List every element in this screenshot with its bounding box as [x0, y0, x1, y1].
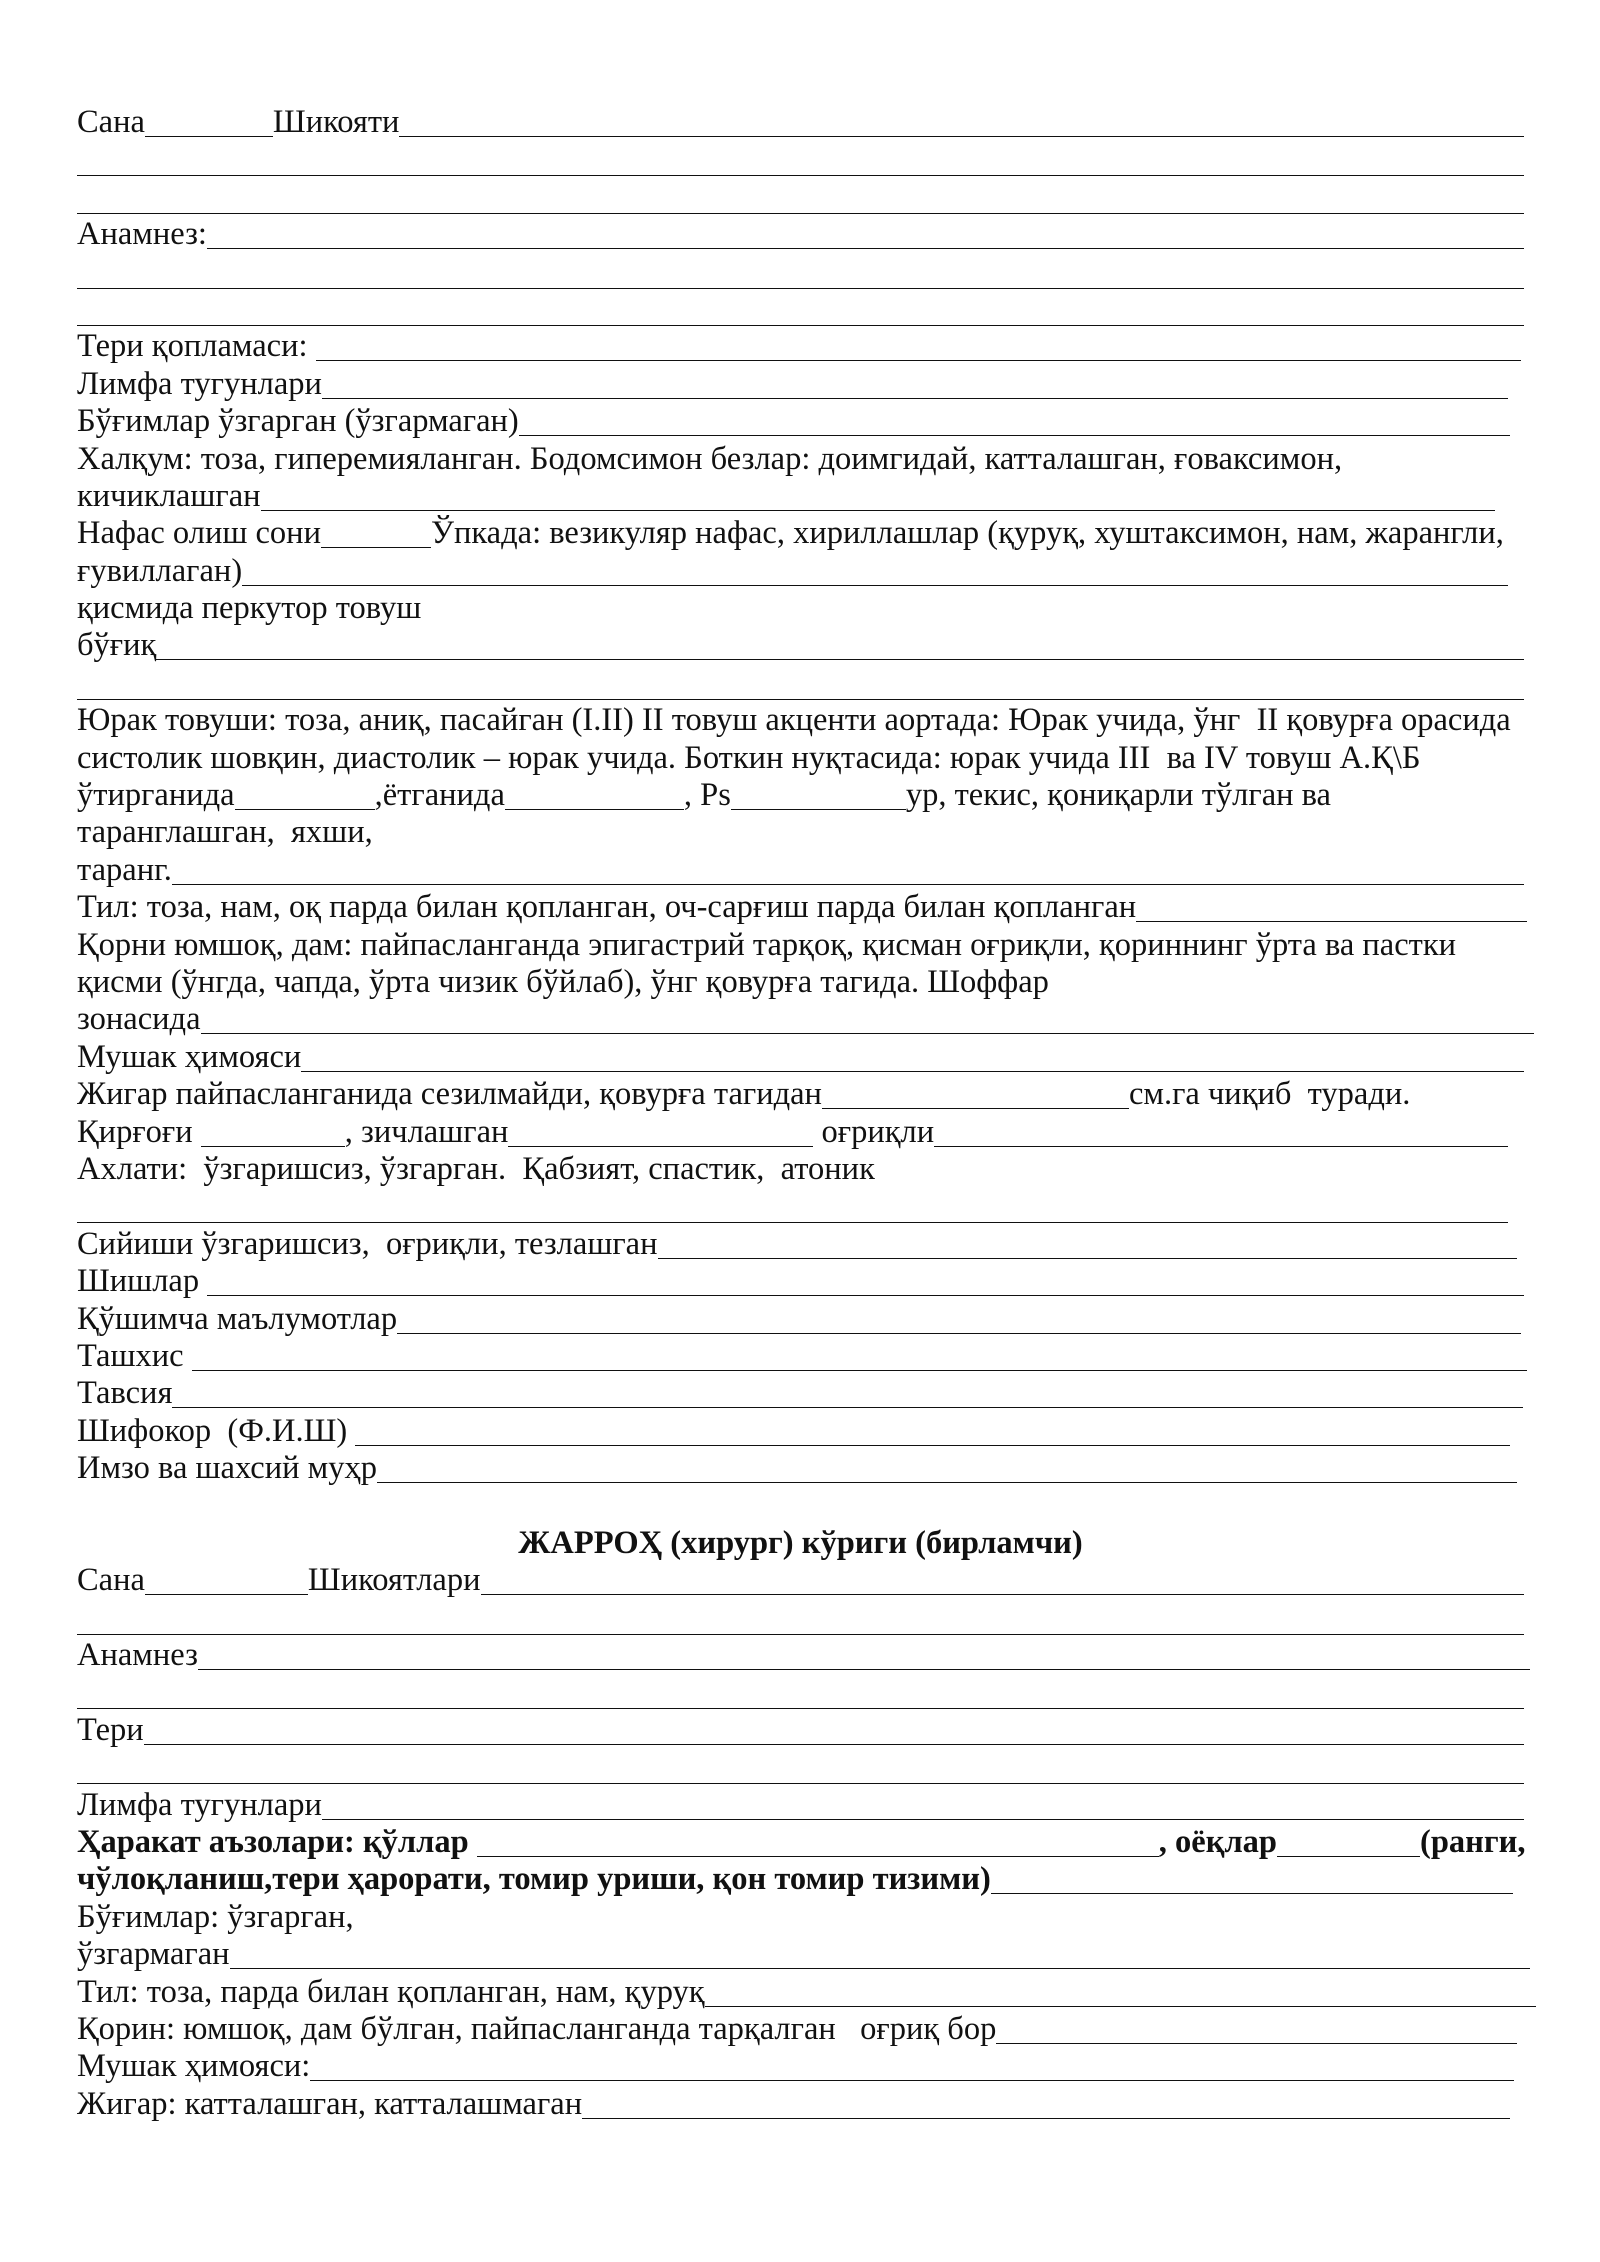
- joints-label: Бўғимлар ўзгарган (ўзгармаган): [77, 403, 519, 440]
- additional-line: [77, 1301, 1521, 1338]
- surgeon-skin-label: Тери: [77, 1711, 144, 1748]
- bp-lying-blank: [505, 809, 684, 810]
- percussion-text-2: бўғиқ: [77, 627, 157, 664]
- surgeon-anamnesis-line: [77, 1637, 1530, 1674]
- stool-label: Ахлати: ўзгаришсиз, ўзгарган. Қабзият, спастик, атоник: [77, 1150, 875, 1187]
- surgeon-abdomen-line: [77, 2011, 1517, 2048]
- skin-label: Тери қопламаси:: [77, 328, 316, 365]
- legs-blank: [1277, 1856, 1420, 1857]
- throat-text: Халқум: тоза, гиперемияланган. Бодомсимон безлар: доимгидай, катталашган, ғоваксимон,: [77, 440, 1343, 477]
- bp-sitting-label: ўтирганида: [77, 777, 235, 814]
- surgeon-liver-fill: [582, 2118, 1510, 2119]
- complaints-blank-line: [77, 141, 1524, 178]
- surgeon-joints-line: [77, 1899, 1524, 1936]
- resp-rate-blank: [321, 547, 431, 548]
- pulse-text-3: таранг.: [77, 851, 172, 888]
- surgeon-muscle-guard-fill: [310, 2080, 1514, 2081]
- abdomen-line: [77, 927, 1524, 964]
- abdomen-line-2: [77, 964, 1524, 1001]
- abdomen-fill: [201, 1033, 1535, 1034]
- legs-label: , оёқлар: [1158, 1823, 1278, 1860]
- liver-line: [77, 1076, 1524, 1113]
- anamnesis-blank-line: [77, 254, 1524, 291]
- blank-rule: [77, 1708, 1524, 1709]
- recommendation-label: Тавсия: [77, 1375, 173, 1412]
- surgeon-tongue-line: [77, 1974, 1536, 2011]
- date-blank: [145, 136, 273, 137]
- lungs-line-2: [77, 553, 1508, 590]
- blank-rule: [77, 325, 1524, 326]
- anamnesis-fill: [207, 248, 1524, 249]
- surgeon-joints-text-2: ўзгармаган: [77, 1936, 230, 1973]
- lungs-text: Ўпкада: везикуляр нафас, хириллашлар (қуруқ, хуштаксимон, нам, жарангли,: [430, 515, 1504, 552]
- edema-fill: [207, 1295, 1524, 1296]
- dense-blank: [508, 1146, 813, 1147]
- signature-line: [77, 1450, 1517, 1487]
- surgeon-lymph-label: Лимфа тугунлари: [77, 1786, 322, 1823]
- surgeon-anamnesis-fill: [198, 1669, 1530, 1670]
- abdomen-line-3: [77, 1001, 1534, 1038]
- anamnesis-line: [77, 216, 1524, 253]
- skin-line: [77, 328, 1521, 365]
- signature-label: Имзо ва шахсий муҳр: [77, 1450, 377, 1487]
- throat-fill: [261, 510, 1495, 511]
- complaints-label: Шикояти: [272, 104, 400, 140]
- pulse-line-2: [77, 814, 1524, 851]
- arms-blank: [477, 1856, 1159, 1857]
- complaints-fill: [399, 136, 1524, 137]
- blank-rule: [77, 288, 1524, 289]
- spacer-line: [77, 1487, 1524, 1524]
- surgeon-complaints-blank-line: [77, 1600, 1524, 1637]
- lungs-text-2: ғувиллаган): [77, 552, 243, 589]
- blank-rule: [77, 1634, 1524, 1635]
- surgeon-muscle-guard-line: [77, 2048, 1514, 2085]
- surgeon-liver-label: Жигар: катталашган, катталашмаган: [77, 2085, 583, 2122]
- heart-text: Юрак товуши: тоза, аниқ, пасайган (I.II) II товуш акценти аортада: Юрак учида, ўнг II қовурға орасида: [77, 702, 1511, 739]
- throat-text-2: кичиклашган: [77, 477, 261, 514]
- abdomen-text-3: зонасида: [77, 1001, 201, 1038]
- lymph-line: [77, 366, 1508, 403]
- surgeon-abdomen-fill: [996, 2043, 1517, 2044]
- stool-blank-line: [77, 1188, 1508, 1225]
- surgeon-joints-line-2: [77, 1936, 1530, 1973]
- pulse-line-3: [77, 852, 1524, 889]
- anamnesis-label: Анамнез:: [77, 216, 207, 253]
- date-complaints-line: [77, 104, 1524, 141]
- tongue-line: [77, 889, 1527, 926]
- surgeon-skin-fill: [144, 1744, 1524, 1745]
- date-label: Сана: [77, 104, 145, 140]
- edge-blank: [201, 1146, 345, 1147]
- exam-form: [77, 104, 1524, 2123]
- liver-unit: см.га чиқиб туради.: [1128, 1076, 1411, 1113]
- liver-cm-blank: [822, 1108, 1129, 1109]
- edge-label: Қирғоғи: [77, 1113, 201, 1150]
- surgeon-date-blank: [145, 1594, 308, 1595]
- doctor-line: [77, 1413, 1510, 1450]
- surgeon-complaints-fill: [481, 1594, 1525, 1595]
- abdomen-text-2: қисми (ўнгда, чапда, ўрта чизик бўйлаб), ўнг қовурға тагида. Шоффар: [77, 963, 1049, 1000]
- doctor-label: Шифокор (Ф.И.Ш): [77, 1412, 356, 1449]
- signature-fill: [377, 1482, 1517, 1483]
- limbs-label: Ҳаракат аъзолари: қўллар: [77, 1823, 477, 1860]
- pulse-label: , Ps: [683, 777, 731, 814]
- joints-fill: [519, 435, 1510, 436]
- liver-text: Жигар пайпасланганида сезилмайди, қовурға тагидан: [77, 1076, 822, 1113]
- urination-label: Сийиши ўзгаришсиз, оғриқли, тезлашган: [77, 1225, 658, 1262]
- surgeon-joints-text: Бўғимлар: ўзгарган,: [77, 1898, 354, 1935]
- surgeon-section-title: [77, 1525, 1524, 1562]
- painful-label: оғриқли: [813, 1113, 935, 1150]
- percussion-fill: [156, 659, 1524, 660]
- lymph-fill: [322, 398, 1508, 399]
- percussion-blank-line: [77, 665, 1524, 702]
- blank-rule: [77, 1222, 1508, 1223]
- section-title: ЖАРРОҲ (хирург) кўриги (бирламчи): [518, 1524, 1083, 1561]
- throat-line-2: [77, 478, 1495, 515]
- surgeon-anamnesis-blank-line: [77, 1674, 1524, 1711]
- liver-edge-line: [77, 1114, 1508, 1151]
- muscle-guard-fill: [301, 1071, 1524, 1072]
- recommendation-line: [77, 1375, 1523, 1412]
- surgeon-lymph-line: [77, 1787, 1524, 1824]
- surgeon-joints-fill: [230, 1968, 1530, 1969]
- urination-fill: [658, 1258, 1518, 1259]
- tongue-fill: [1136, 921, 1527, 922]
- limbs-fill: [991, 1893, 1513, 1894]
- recommendation-fill: [172, 1407, 1523, 1408]
- anamnesis-blank-line: [77, 291, 1524, 328]
- pulse-text-2: таранглашган, яхши,: [77, 814, 373, 851]
- surgeon-anamnesis-label: Анамнез: [77, 1637, 198, 1674]
- limbs-paren: (ранги,: [1420, 1823, 1526, 1860]
- limbs-line: [77, 1824, 1524, 1861]
- surgeon-date-complaints-line: [77, 1562, 1524, 1599]
- surgeon-tongue-fill: [705, 2006, 1536, 2007]
- blank-rule: [77, 213, 1524, 214]
- blank-rule: [77, 175, 1524, 176]
- bp-sitting-blank: [235, 809, 375, 810]
- painful-fill: [934, 1146, 1508, 1147]
- urination-line: [77, 1226, 1517, 1263]
- dense-label: , зичлашган: [344, 1113, 509, 1150]
- edema-line: [77, 1263, 1524, 1300]
- surgeon-skin-line: [77, 1712, 1524, 1749]
- resp-rate-label: Нафас олиш сони: [77, 515, 321, 552]
- surgeon-complaints-label: Шикоятлари: [307, 1562, 481, 1599]
- percussion-line: [77, 590, 1524, 627]
- surgeon-liver-line: [77, 2086, 1510, 2123]
- pulse-blank: [731, 809, 906, 810]
- bp-lying-label: ,ётганида: [374, 777, 505, 814]
- doctor-fill: [355, 1445, 1510, 1446]
- diagnosis-line: [77, 1338, 1527, 1375]
- abdomen-text: Қорни юмшоқ, дам: пайпасланганда эпигастрий тарқоқ, қисман оғриқли, қориннинг ўрта ва пастки: [77, 926, 1457, 963]
- heart-line: [77, 702, 1524, 739]
- complaints-blank-line: [77, 179, 1524, 216]
- blank-rule: [77, 699, 1524, 700]
- blank-rule: [77, 1783, 1524, 1784]
- surgeon-skin-blank-line: [77, 1749, 1524, 1786]
- stool-line: [77, 1151, 1524, 1188]
- surgeon-tongue-label: Тил: тоза, парда билан қопланган, нам, қуруқ: [77, 1973, 705, 2010]
- percussion-text: қисмида перкутор товуш: [77, 590, 422, 627]
- lungs-fill: [242, 585, 1508, 586]
- surgeon-date-label: Сана: [77, 1562, 145, 1599]
- throat-line: [77, 441, 1524, 478]
- additional-fill: [397, 1333, 1521, 1334]
- surgeon-lymph-fill: [322, 1819, 1524, 1820]
- limbs-text-2: чўлоқланиш,тери ҳарорати, томир уриши, қон томир тизими): [77, 1861, 991, 1898]
- muscle-guard-label: Мушак ҳимояси: [77, 1038, 302, 1075]
- edema-label: Шишлар: [77, 1263, 208, 1300]
- heart-text-2: систолик шовқин, диастолик – юрак учида. Боткин нуқтасида: юрак учида III ва IV товуш А.Қ\Б: [77, 739, 1421, 776]
- diagnosis-fill: [192, 1370, 1527, 1371]
- pulse-fill: [172, 884, 1524, 885]
- heart-line-2: [77, 740, 1524, 777]
- pulse-desc: ур, текис, қониқарли тўлган ва: [905, 777, 1331, 814]
- additional-label: Қўшимча маълумотлар: [77, 1300, 398, 1337]
- surgeon-abdomen-label: Қорин: юмшоқ, дам бўлган, пайпасланганда тарқалган оғриқ бор: [77, 2010, 997, 2047]
- tongue-label: Тил: тоза, нам, оқ парда билан қопланган, оч-сарғиш парда билан қопланган: [77, 889, 1137, 926]
- diagnosis-label: Ташхис: [77, 1337, 192, 1374]
- muscle-guard-line: [77, 1039, 1524, 1076]
- surgeon-muscle-guard-label: Мушак ҳимояси:: [77, 2048, 311, 2085]
- respiration-line: [77, 515, 1524, 552]
- limbs-line-2: [77, 1861, 1513, 1898]
- skin-fill: [316, 360, 1521, 361]
- lymph-label: Лимфа тугунлари: [77, 365, 322, 402]
- joints-line: [77, 403, 1510, 440]
- percussion-line-2: [77, 627, 1524, 664]
- blood-pressure-line: [77, 777, 1524, 814]
